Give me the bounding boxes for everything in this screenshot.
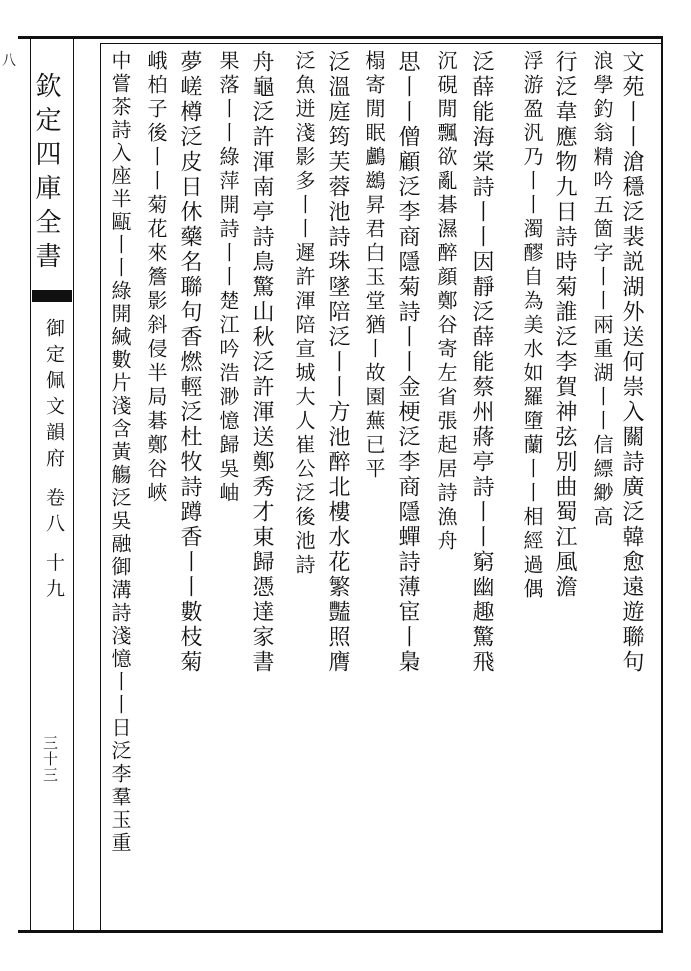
frame-inner-rule — [100, 43, 663, 44]
text-column: 浪學釣翁精吟五箇字丨丨兩重湖丨丨信縹緲高 — [590, 50, 614, 530]
text-column: 中嘗茶詩入座半甌丨丨綠開緘數片淺含黃觴泛吳融御溝詩淺憶丨丨日泛李羣玉重 — [108, 50, 132, 855]
text-column: 榻寄閒眠鸕鷀昇君白玉堂猶丨故園蕪已平 — [362, 50, 386, 482]
frame-top-rule — [18, 36, 663, 39]
text-column: 峨柏子後丨丨菊花來簷影斜侵半局碁鄭谷峽 — [144, 50, 168, 506]
margin-right-rule — [73, 36, 74, 930]
book-title: 欽定四庫全書 — [31, 72, 61, 276]
frame-right-rule — [661, 36, 663, 930]
text-column: 果落丨丨綠萍開詩丨丨楚江吟浩渺憶歸吳岫 — [216, 50, 240, 506]
page-number: 三十三 — [41, 735, 59, 783]
frame-left-rule — [100, 43, 101, 930]
text-column: 泛薛能海棠詩丨丨因靜泛薛能蔡州蔣亭詩丨丨窮幽趣驚飛 — [469, 50, 494, 675]
frame-bottom-rule — [18, 930, 663, 933]
text-column: 文苑丨丨滄穩泛裴説湖外送何崇入關詩廣泛韓愈遠遊聯句 — [619, 50, 644, 675]
text-column: 舟龜泛許渾南亭詩鳥驚山秋泛許渾送鄭秀才東歸憑達家書 — [249, 50, 274, 675]
text-column: 泛溫庭筠芙蓉池詩珠墜陪泛丨丨方池醉北樓水花繁豔照膺 — [325, 50, 350, 675]
volume-title: 御定佩文韻府 卷八 十九 — [43, 318, 65, 605]
text-column: 沉硯閒飄欲亂碁濕醉顔鄭谷寄左省張起居詩漁舟 — [434, 50, 458, 554]
text-column: 夢嵯樽泛皮日休藥名聯句香燃輕泛杜牧詩蹲香丨丨數枝菊 — [177, 50, 202, 675]
text-column: 浮游盈汎乃丨丨濁醪自為美水如羅墮蘭丨丨相經過偶 — [520, 50, 544, 602]
text-column: 思丨丨僧顧泛李商隱菊詩丨丨金梗泛李商隱蟬詩薄宦丨梟 — [395, 50, 420, 675]
fishtail-mark-icon — [32, 290, 72, 302]
corner-char: 八 — [2, 53, 16, 69]
text-column: 行泛韋應物九日詩時菊誰泛李賀神弦別曲蜀江風澹 — [552, 50, 577, 600]
text-column: 泛魚迸淺影多丨丨遲許渾陪宣城大人崔公泛後池詩 — [292, 50, 316, 578]
